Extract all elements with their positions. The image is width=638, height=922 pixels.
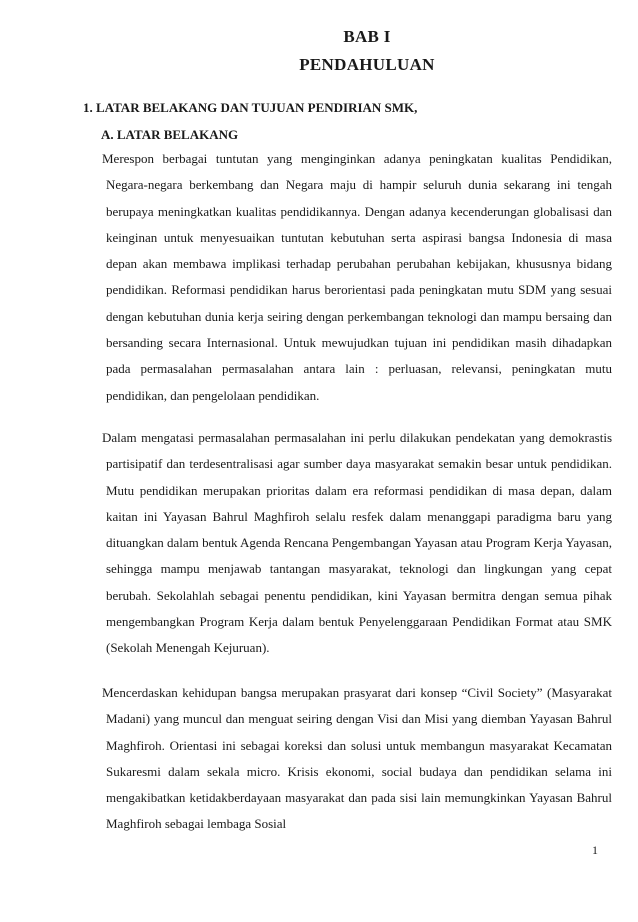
- paragraph-text: Mencerdaskan kehidupan bangsa merupakan prasyarat dari konsep “Civil Society” (Masyarakat Madani) yang muncul dan menguat seiring dengan Visi dan Misi yang diemban Yayasan Bahrul Maghfiroh. Orientasi ini sebagai koreksi dan solusi untuk membangun masyarakat Kecamatan Sukaresmi dalam sekala micro. Krisis ekonomi, social budaya dan pendidikan selama ini mengakibatkan ketidakberdayaan masyarakat dan pada sisi lain memungkinkan Yayasan Bahrul Maghfiroh sebagai lembaga Sosial: [102, 685, 612, 832]
- page-number: 1: [592, 843, 598, 857]
- paragraph-1: [102, 146, 612, 409]
- paragraph-3: [102, 680, 612, 838]
- paragraph-text: Merespon berbagai tuntutan yang menginginkan adanya peningkatan kualitas Pendidikan, Negara-negara berkembang dan Negara maju di hampir seluruh dunia sekarang ini tengah berupaya meningkatkan kualitas pendidikannya. Dengan adanya kecenderungan globalisasi dan keinginan untuk menyesuaikan tuntutan kebutuhan serta aspirasi bangsa Indonesia di masa depan akan membawa implikasi terhadap perubahan perubahan kebijakan, khususnya bidang pendidikan. Reformasi pendidikan harus berorientasi pada peningkatan mutu SDM yang sesuai dengan kebutuhan dunia kerja seiring dengan perkembangan teknologi dan mampu bersaing dan bersanding secara Internasional. Untuk mewujudkan tujuan ini pendidikan masih dihadapkan pada permasalahan permasalahan antara lain : perluasan, relevansi, peningkatan mutu pendidikan, dan pengelolaan pendidikan.: [102, 151, 612, 403]
- chapter-title: PENDAHULUAN: [299, 55, 435, 74]
- paragraph-text: Dalam mengatasi permasalahan permasalahan ini perlu dilakukan pendekatan yang demokrastis partisipatif dan terdesentralisasi agar sumber daya masyarakat semakin besar untuk pendidikan. Mutu pendidikan merupakan prioritas dalam era reformasi pendidikan di masa depan, dalam kaitan ini Yayasan Bahrul Maghfiroh selalu resfek dalam menanggapi paradigma baru yang dituangkan dalam bentuk Agenda Rencana Pengembangan Yayasan atau Program Kerja Yayasan, sehingga mampu menjawab tantangan masyarakat, teknologi dan lingkungan yang cepat berubah. Sekolahlah sebagai penentu pendidikan, kini Yayasan bermitra dengan semua pihak mengembangkan Program Kerja dalam bentuk Penyelenggaraan Pendidikan Format atau SMK (Sekolah Menengah Kejuruan).: [102, 430, 612, 656]
- chapter-label: BAB I: [343, 27, 391, 46]
- subsection-heading: A. LATAR BELAKANG: [101, 127, 239, 142]
- paragraph-2: [102, 425, 612, 662]
- section-heading: 1. LATAR BELAKANG DAN TUJUAN PENDIRIAN SMK,: [83, 100, 418, 115]
